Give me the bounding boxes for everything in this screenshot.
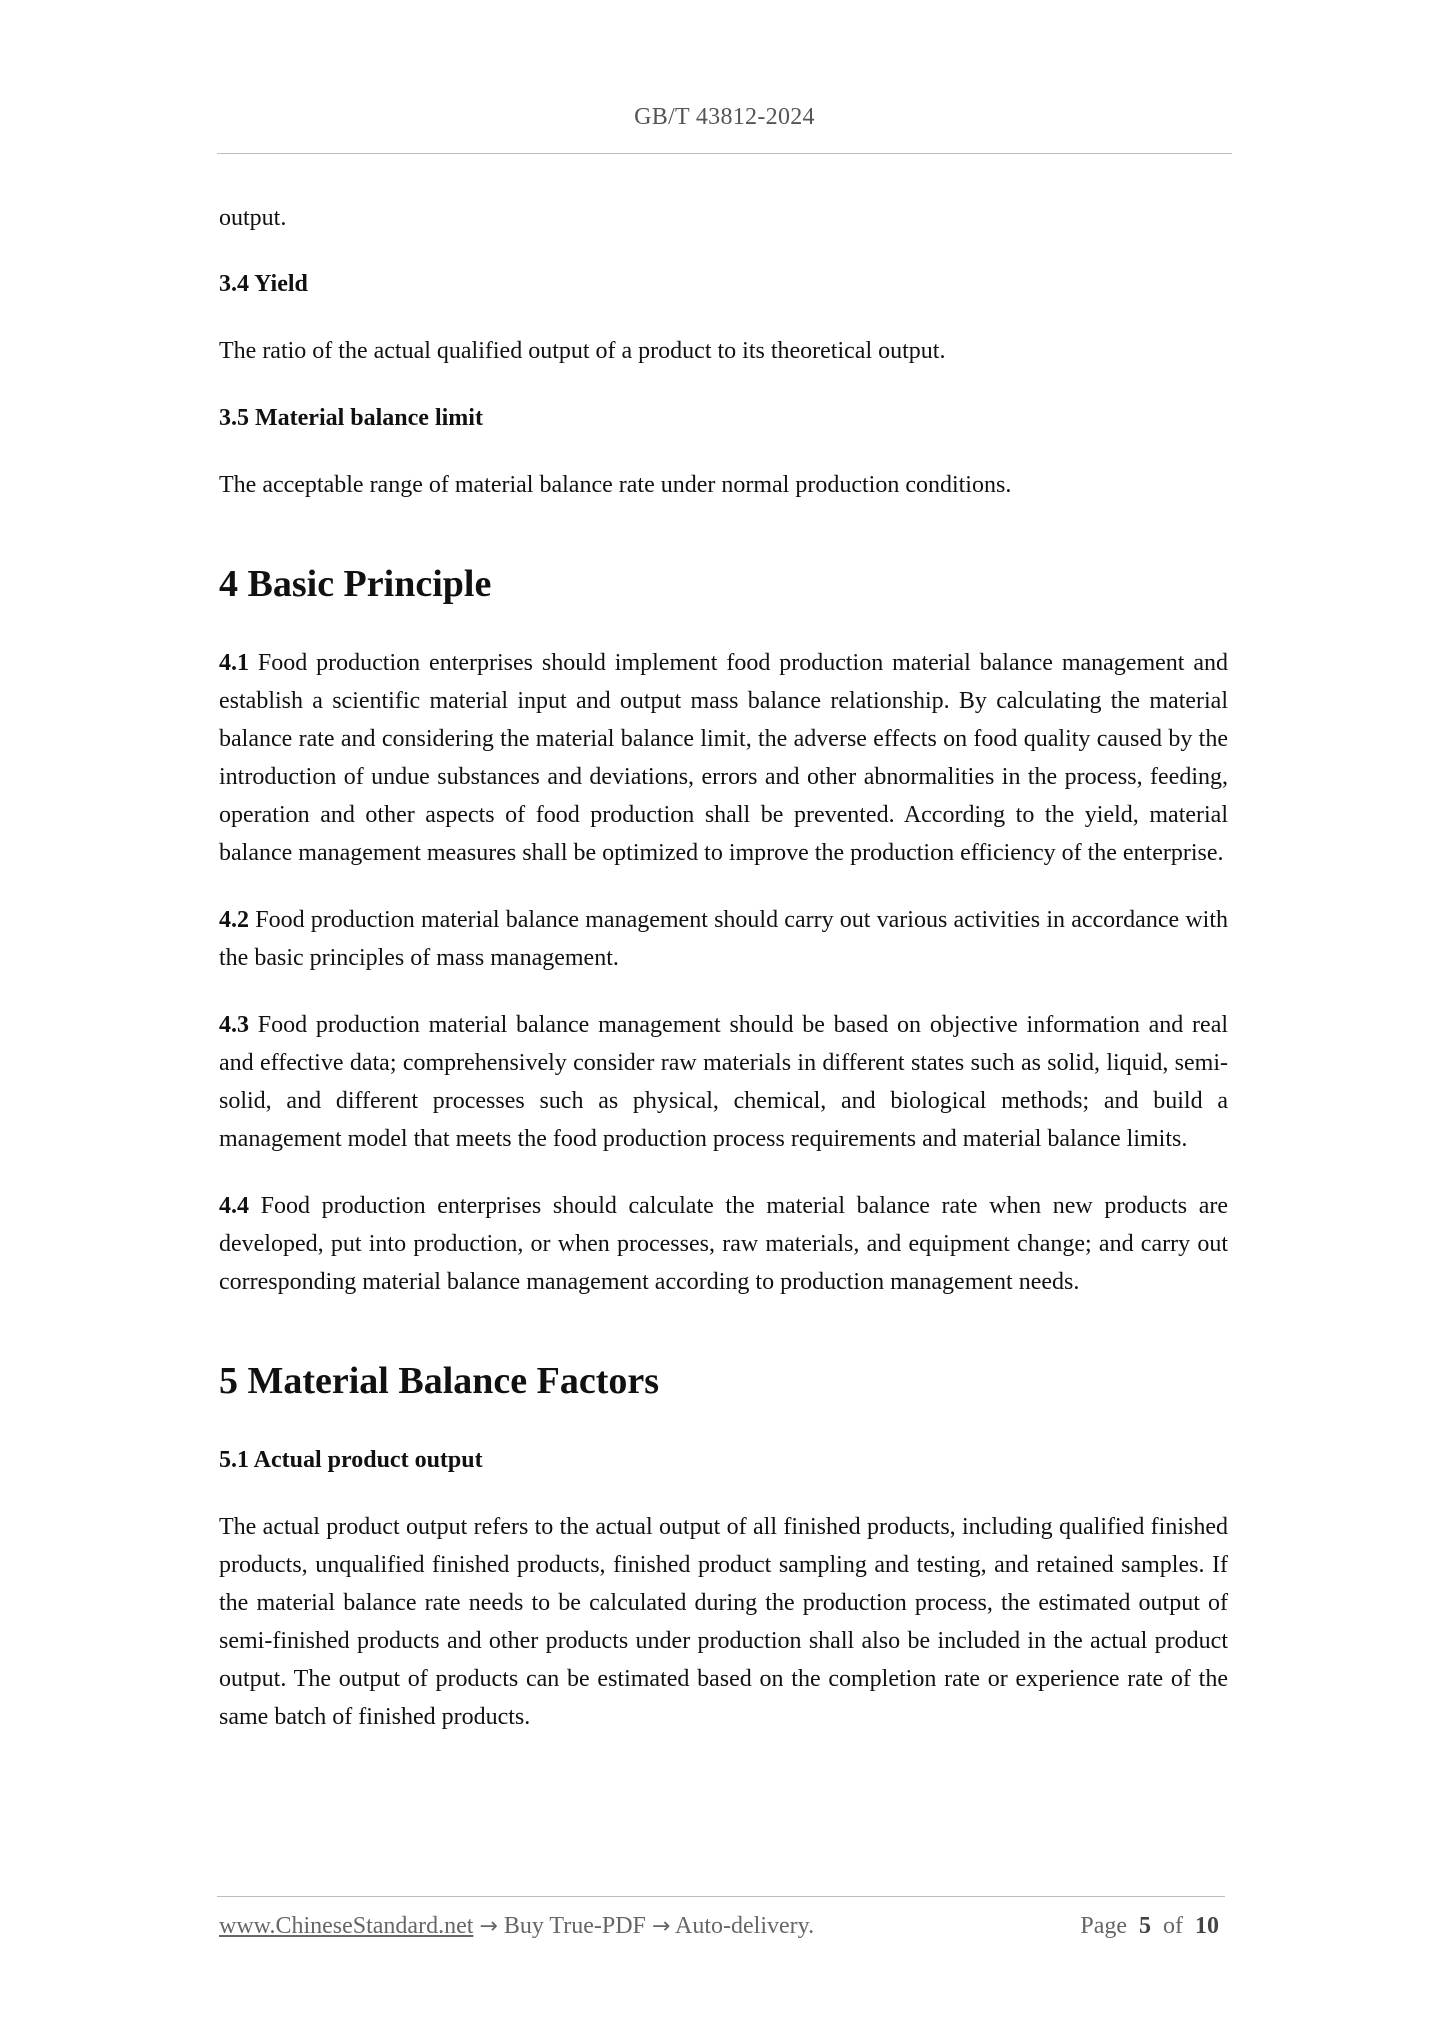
- clause-4-2: [219, 901, 1228, 977]
- term-3-5-text: The acceptable range of material balance rate under normal production conditions.: [219, 472, 1012, 498]
- clause-text: Food production material balance management should carry out various activities in accordance with the basic principles of mass management.: [219, 907, 1229, 971]
- clause-text: Food production enterprises should calculate the material balance rate when new products are developed, put into production, or when processes, raw materials, and equipment change; and carry out corresponding material balance management according to production management needs.: [219, 1193, 1228, 1295]
- term-3-5-heading: 3.5 Material balance limit: [219, 405, 483, 431]
- clause-4-3: [219, 1006, 1228, 1158]
- term-3-4-heading: 3.4 Yield: [219, 271, 308, 297]
- clause-number: 4.1: [219, 650, 249, 676]
- page-indicator: [1080, 1913, 1219, 1940]
- page-current: 5: [1139, 1913, 1151, 1939]
- clause-number: 4.2: [219, 907, 249, 933]
- continuation-text: output.: [219, 205, 287, 231]
- sub-5-1-text: The actual product output refers to the actual output of all finished products, including qualified finished products, unqualified finished products, finished product sampling and testing, and retained samples. If the material balance rate needs to be calculated during the production process, the estimated output of semi-finished products and other products under production shall also be included in the actual product output. The output of products can be estimated based on the completion rate or experience rate of the same batch of finished products.: [219, 1514, 1228, 1730]
- clause-number: 4.4: [219, 1193, 249, 1219]
- clause-number: 4.3: [219, 1012, 249, 1038]
- footer-divider: [217, 1896, 1225, 1897]
- term-3-4-text: The ratio of the actual qualified output of a product to its theoretical output.: [219, 338, 946, 364]
- sub-5-1-heading: 5.1 Actual product output: [219, 1447, 483, 1473]
- clause-text: Food production material balance management should be based on objective information and real and effective data; comprehensively consider raw materials in different states such as solid, liquid, semi-solid, and different processes such as physical, chemical, and biological methods; and build a management model that meets the food production process requirements and material balance limits.: [219, 1012, 1229, 1152]
- chinesestandard-link[interactable]: www.ChineseStandard.net: [219, 1913, 474, 1939]
- page-header: GB/T 43812-2024: [634, 104, 815, 130]
- page-content: [219, 199, 1228, 1765]
- arrow-right-icon: →: [479, 1914, 498, 1939]
- clause-text: Food production enterprises should implement food production material balance management and establish a scientific material input and output mass balance relationship. By calculating the material balance rate and considering the material balance limit, the adverse effects on food quality caused by the introduction of undue substances and deviations, errors and other abnormalities in the process, feeding, operation and other aspects of food production shall be prevented. According to the yield, material balance management measures shall be optimized to improve the production efficiency of the enterprise.: [219, 650, 1229, 866]
- arrow-right-icon: →: [651, 1914, 671, 1939]
- section-4-heading: 4 Basic Principle: [219, 563, 492, 605]
- section-5-heading: 5 Material Balance Factors: [219, 1360, 660, 1402]
- delivery-text: Auto-delivery.: [675, 1913, 815, 1939]
- page-of: of: [1163, 1913, 1183, 1939]
- page-label: Page: [1080, 1913, 1127, 1939]
- footer-left: [219, 1913, 814, 1940]
- clause-4-4: [219, 1187, 1228, 1301]
- page-footer: [219, 1913, 1223, 1949]
- buy-text: Buy True-PDF: [503, 1913, 646, 1939]
- clause-4-1: [219, 644, 1228, 872]
- header-divider: [217, 153, 1232, 154]
- page-total: 10: [1195, 1913, 1219, 1939]
